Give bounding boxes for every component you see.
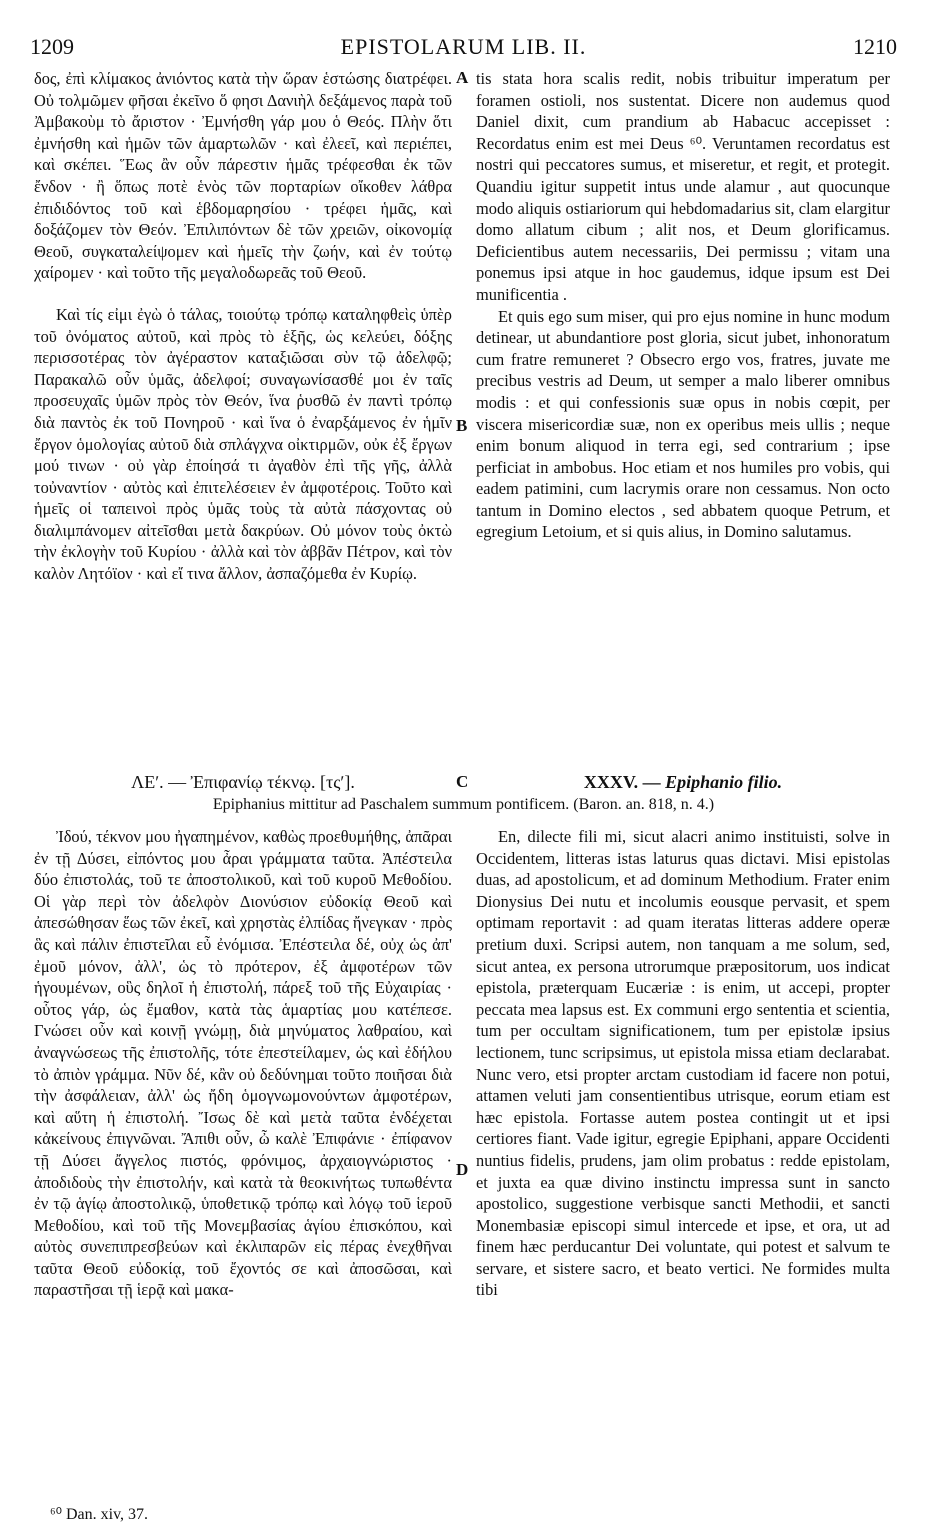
page-number-left: 1209 [30,34,74,59]
greek-paragraph: Καὶ τίς εἰμι ἐγὼ ὁ τάλας, τοιούτῳ τρόπῳ καταληφθεὶς ὑπὲρ τοῦ ὀνόματος αὐτοῦ, καὶ πρὸς τὸ ἑξῆς, ὡς κελεύει, δόξης περισσοτέρας τὸν ἀγέραστον καταξιῶσαι σὺν τῷ ἀδελφῷ; Παρακαλῶ οὖν ὑμᾶς, ἀδελφοί; συναγωνίσασθέ μοι ἐν ταῖς προσευχαῖς ὑμῶν πρὸς τὸν Θεόν, ἵνα ῥυσθῶ ἐν παντὶ τρόπῳ διὰ παντὸς ἐκ τοῦ Πονηροῦ · καὶ ἵνα ὁ ἐναρξάμενος ἐν ἡμῖν ἔργον ὁμολογίας αὐτοῦ διὰ σπλάγχνα οἰκτιρμῶν, οὐκ ἐξ ἔργων μού τινων · οὐ γὰρ ἐποίησά τι ἀγαθὸν ἐπὶ τῆς γῆς, ἀλλὰ τοὐναντίον · αὐτὸς καὶ ἐπιτελέσειεν ἐν ἀμφοτέροις. Τοῦτο καὶ ἡμεῖς οἱ ταπεινοὶ πρὸς ὑμᾶς τοὺς τὰ αὐτὰ πάσχοντας οὐ διαλιμπάνομεν αἰτεῖσθαι μετὰ δακρύων. Οὐ μόνον τοὺς ὀκτὼ τὴν ἐκλογὴν τοῦ Κυρίου · ἀλλὰ καὶ τὸν ἀββᾶν Πέτρον, καὶ τὸν καλὸν Λητόϊον · καὶ εἴ τινα ἄλλον, ἀσπαζόμεθα ἐν Κυρίῳ. [34,304,452,584]
letter-title-greek [34,772,452,793]
greek-paragraph: δος, ἐπὶ κλίμακος ἀνιόντος κατὰ τὴν ὥραν ἑστώσης διατρέφει. Οὐ τολμῶμεν φῆσαι ἐκεῖνο ὅ φησι Δανιὴλ δεξάμενος παρὰ τοῦ Ἀμβακοὺμ τὸ ἄριστον · Ἐμνήσθη γάρ μου ὁ Θεός. Πλὴν ὅτι ἐμνήσθη καὶ ἡμῶν τῶν ἁμαρτωλῶν · καὶ ἐλεεῖ, καὶ περιέπει, καὶ σκέπει. Ἕως ἂν οὖν πάρεστιν ἡμᾶς τρέφεσθαι ἐκ τῶν ἔνδον · ἢ ὅπως ποτὲ ἑνὸς τῶν πορταρίων οἴκοθεν λάθρα ἐπιδιδόντος τοῦ καὶ ἑβδομαρησίου · τρέφει ἡμᾶς, καὶ δοξάζομεν τὸν Θεόν. Ἐπιλιπόντων δὲ τῶν χρειῶν, οἰκονομίᾳ Θεοῦ, συγκαταλείψομεν καὶ ἡμεῖς τὴν ζωήν, καὶ ἐν τούτῳ χαίρομεν · καὶ τοῦτο τῆς μεγαλοδωρεᾶς τοῦ Θεοῦ. [34,69,452,283]
latin-paragraph: En, dilecte fili mi, sicut alacri animo instituisti, solve in Occidentem, litteras istas laturus quas dictavi. Misi epistolas duas, ad apostolicum, et ad dominum Methodium. Frater enim Dionysius Dei nutu et incolumis eousque pervasit, et spem optimam reportavit : ad quam iteratas litteras addere operæ pretium duxi. Scripsi autem, non tanquam a me solum, sed, sicut antea, ex persona utrorumque præpositorum, uos indicat epistola, præterquam Eucæriæ : is enim, ut accepi, propter peccata mea lapsus est. Ex communi ergo sententia et scientia, tum per occultam significationem, tum per epistolæ ipsius lectionem, tunc scripsimus, ut epistola missa etiam declarabat. Nunc vero, etsi propter arctam custodiam id facere non potui, attamen veluti jam consentientibus utrisque, eorum etiam est hæc epistola. Fortasse autem postea contingit ut et ipsi certiores fiant. Vade igitur, egregie Epiphani, appare Occidenti nuntius fidelis, prudens, jam olim probatus : redde epistolam, et juxta ea quæ divino instinctu impressa sunt in sancto apostolico, suggestione verbisque sancti Methodii, et sancti Monembasiæ episcopi simul intercede et ipse, et ora, ut ad finem hæc perducantur Dei voluntate, qui potest et salvum te servare, et sistere sacro, et beato vertici. Ne formides multa tibi [476,827,890,1300]
page-number-right: 1210 [853,34,897,59]
running-title: EPISTOLARUM LIB. II. [340,34,587,59]
margin-marker-d: D [456,1160,469,1179]
letter-title-latin [476,772,890,793]
latin-paragraph: tis stata hora scalis redit, nobis tribuitur imperatum per foramen ostioli, nos sustentat. Dicere non audemus quod Daniel dixit, cum prandium ab Habacuc accepisset : Recordatus enim est mei Deus ⁶⁰. Veruntamen recordatus est nostri qui peccatores sumus, et miseretur, et regit, et protegit. Quandiu igitur suppetit intus unde alamur , aut quocunque modo aliquis ostiariorum qui hebdomadarius sit, clam elargitur domo allatum cibum ; alit nos, et Deum glorificamus. Deficientibus autem necessariis, Dei permissu ; vitam una ponemus ipsi atque in hoc gaudemus, idque ipsum est Dei munificentia . [476,69,890,304]
greek-paragraph: Ἰδού, τέκνον μου ἠγαπημένον, καθὼς προεθυμήθης, ἀπᾶραι ἐν τῇ Δύσει, εἰπόντος μου ἆραι γράμματα ταῦτα. Ἀπέστειλα δύο ἐπιστολάς, τοῦ τε ἀποστολικοῦ, καὶ τοῦ κυροῦ Μεθοδίου. Οἱ γὰρ περὶ τὸν ἀδελφὸν Διονύσιον εὐδοκίᾳ Θεοῦ καὶ ἀπεσώθησαν ἕως τῶν ἐκεῖ, καὶ χρηστὰς ἐλπίδας ἤνεγκαν · πρὸς ἃς καὶ πάλιν ἐπιστεῖλαι εὖ ἐνόμισα. Ἐπέστειλα δέ, οὐχ ὡς ἀπ' ἐμοῦ μόνον, ἀλλ', ὡς τὸ πρότερον, ἐξ ἀμφοτέρων τῶν ἡγουμένων, οὓς δηλοῖ ἡ ἐπιστολή, πάρεξ τοῦ τῆς Εὐχαιρίας · οὗτος γάρ, ὡς ἔμαθον, κατὰ τὰς ἁμαρτίας μου κατέπεσε. Γνώσει οὖν καὶ κοινῇ γνώμῃ, διὰ μηνύματος λαθραίου, καὶ ἀναγνώσεως τῆς ἐπιστολῆς, τότε ἐπεστείλαμεν, ὡς καὶ ἐδήλου τὸ ἀπιὸν γράμμα. Νῦν δέ, κἂν οὐ δεδύνημαι τοῦτο ποιῆσαι διὰ τὴν ἀσφάλειαν, ἀλλ' ὡς ἤδη ὁμογνωμονούντων ἀμφοτέρων, καὶ αὕτη ἡ ἐπιστολή. Ἴσως δὲ καὶ μετὰ ταῦτα ἐνδέχεται κἀκείνους ἐπιγνῶναι. Ἄπιθι οὖν, ὦ καλὲ Ἐπιφάνιε · ἐπίφανον τῇ Δύσει ἄγγελος πιστός, φρόνιμος, ἀρχαιογνώριστος · ἀποδιδοὺς τὴν ἐπιστολήν, καὶ κατὰ τὰ θεοκινήτως τυπωθέντα ἐν τῷ ἁγίῳ ἀποστολικῷ, ὑποθετικῷ τρόπῳ καὶ λόγῳ τοῦ ἱεροῦ Μεθοδίου, καὶ τοῦ τῆς Μονεμβασίας ἁγίου ἐπισκόπου, καὶ αὐτὸς συνεπιπρεσβεύων καὶ ἐκλιπαρῶν εἰς πέρας ἐνεχθῆναι ταῦτα Θεοῦ εὐδοκίᾳ, τοῦ ἔχοντός σε καὶ ἀποσῶσαι, καὶ παραστῆσαι τῇ ἱερᾷ καὶ μακα- [34,827,452,1300]
latin-column-top [476,68,890,543]
page-header [30,34,897,62]
letter-number: XXXV. — [583,772,661,792]
latin-paragraph: Et quis ego sum miser, qui pro ejus nomine in hunc modum detinear, ut abundantiore post gloria, sicut jubet, inhonoratum cum fratre remuneret ? Obsecro ergo vos, fratres, juvate me precibus vestris ad Deum, ut semper a malo liberer omnibus modis : et qui confessionis suæ opus in nobis cœpit, per viscera misericordiæ suæ, non ex operibus meis ullis ; neque enim bonum aliquod in terra egi, sed contrarium ; ipse perficiat in ambobus. Hoc etiam et nos humiles pro vobis, qui eadem patimini, cum lacrymis orare non cessamus. Non octo tantum in Domino electos , sed abbatem quoque Petrum, et egregium Letoium, et si quis alius, in Domino salutamus. [476,306,890,542]
footnote: ⁶⁰ Dan. xiv, 37. [50,1506,149,1523]
greek-column-bottom [34,826,452,1301]
margin-marker-a: A [456,68,469,87]
letter-title-greek-text: ΛΕʹ. — Ἐπιφανίῳ τέκνῳ. [τςʹ]. [131,772,355,792]
letter-summary: Epiphanius mittitur ad Paschalem summum pontificem. (Baron. an. 818, n. 4.) [212,796,715,813]
greek-column-top [34,68,452,585]
margin-marker-c: C [456,772,469,791]
margin-marker-b: B [456,416,468,435]
letter-addressee: Epiphanio filio. [665,772,783,792]
latin-column-bottom [476,826,890,1301]
